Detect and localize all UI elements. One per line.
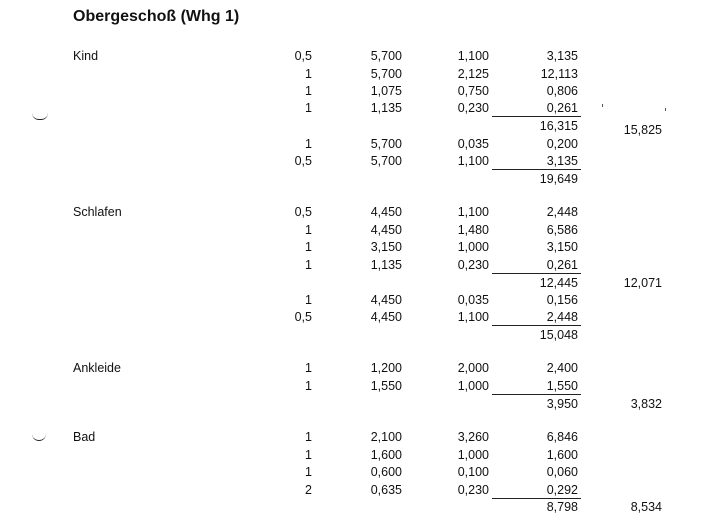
measure-value: 0,635 <box>370 483 402 497</box>
sum-underline <box>492 394 581 395</box>
sum-underline <box>492 273 581 274</box>
measure-value: 4,450 <box>370 293 402 307</box>
measure-value: 1 <box>305 293 312 307</box>
measure-value: 1 <box>305 223 312 237</box>
measure-value: 5,700 <box>370 137 402 151</box>
measure-value: 1 <box>305 137 312 151</box>
measure-value: 2,000 <box>457 361 489 375</box>
scan-dot <box>665 108 666 111</box>
area-value: 6,586 <box>546 223 578 237</box>
area-value: 0,261 <box>546 101 578 115</box>
subtotal-value: 16,315 <box>539 119 578 133</box>
measure-value: 1,600 <box>370 448 402 462</box>
sum-underline <box>492 325 581 326</box>
sum-underline <box>492 116 581 117</box>
area-value: 0,156 <box>546 293 578 307</box>
measure-value: 1 <box>305 101 312 115</box>
measure-value: 1 <box>305 240 312 254</box>
measure-value: 2,100 <box>370 430 402 444</box>
area-value: 0,060 <box>546 465 578 479</box>
measure-value: 0,230 <box>457 258 489 272</box>
measure-value: 1,100 <box>457 205 489 219</box>
sum-underline <box>492 169 581 170</box>
measure-value: 2 <box>305 483 312 497</box>
measure-value: 0,5 <box>294 49 312 63</box>
measure-value: 1 <box>305 258 312 272</box>
area-value: 2,448 <box>546 205 578 219</box>
net-area-value: 12,071 <box>623 276 662 290</box>
measure-value: 4,450 <box>370 310 402 324</box>
area-value: 0,200 <box>546 137 578 151</box>
measure-value: 1,550 <box>370 379 402 393</box>
area-value: 2,400 <box>546 361 578 375</box>
measure-value: 3,260 <box>457 430 489 444</box>
total-value: 15,048 <box>539 328 578 342</box>
room-label: Bad <box>73 430 96 444</box>
measure-value: 4,450 <box>370 205 402 219</box>
measure-value: 1,100 <box>457 310 489 324</box>
measure-value: 1 <box>305 361 312 375</box>
scan-mark <box>32 434 46 441</box>
subtotal-value: 8,798 <box>546 500 578 514</box>
measure-value: 1,000 <box>457 448 489 462</box>
area-value: 1,600 <box>546 448 578 462</box>
measure-value: 0,035 <box>457 137 489 151</box>
area-value: 1,550 <box>546 379 578 393</box>
measure-value: 1 <box>305 379 312 393</box>
measure-value: 1 <box>305 67 312 81</box>
room-label: Ankleide <box>73 361 121 375</box>
measure-value: 1,480 <box>457 223 489 237</box>
area-value: 0,806 <box>546 84 578 98</box>
measure-value: 1 <box>305 465 312 479</box>
measure-value: 1,075 <box>370 84 402 98</box>
measure-value: 1,135 <box>370 258 402 272</box>
scan-mark <box>32 113 48 120</box>
area-value: 6,846 <box>546 430 578 444</box>
measure-value: 0,5 <box>294 154 312 168</box>
page-title: Obergeschoß (Whg 1) <box>73 8 240 25</box>
area-value: 3,135 <box>546 49 578 63</box>
area-value: 3,150 <box>546 240 578 254</box>
subtotal-value: 3,950 <box>546 397 578 411</box>
area-value: 12,113 <box>540 67 578 81</box>
room-label: Kind <box>73 49 99 63</box>
measure-value: 0,035 <box>457 293 489 307</box>
measure-value: 1,135 <box>370 101 402 115</box>
net-area-value: 8,534 <box>630 500 662 514</box>
measure-value: 2,125 <box>457 67 489 81</box>
measure-value: 1,000 <box>457 379 489 393</box>
total-value: 19,649 <box>539 172 578 186</box>
subtotal-value: 12,445 <box>539 276 578 290</box>
net-area-value: 15,825 <box>623 123 662 137</box>
room-label: Schlafen <box>73 205 122 219</box>
area-value: 0,261 <box>546 258 578 272</box>
measure-value: 1 <box>305 84 312 98</box>
measure-value: 1 <box>305 430 312 444</box>
measure-value: 5,700 <box>370 67 402 81</box>
measure-value: 4,450 <box>370 223 402 237</box>
measure-value: 0,230 <box>457 101 489 115</box>
net-area-value: 3,832 <box>630 397 662 411</box>
measure-value: 0,5 <box>294 310 312 324</box>
measure-value: 1 <box>305 448 312 462</box>
measure-value: 1,100 <box>457 49 489 63</box>
area-value: 2,448 <box>546 310 578 324</box>
measure-value: 1,100 <box>457 154 489 168</box>
measure-value: 1,200 <box>370 361 402 375</box>
sum-underline <box>492 498 581 499</box>
measure-value: 5,700 <box>370 49 402 63</box>
measure-value: 3,150 <box>370 240 402 254</box>
measure-value: 5,700 <box>370 154 402 168</box>
measure-value: 0,100 <box>457 465 489 479</box>
scan-dot <box>602 104 603 107</box>
measure-value: 0,600 <box>370 465 402 479</box>
area-value: 3,135 <box>546 154 578 168</box>
measure-value: 1,000 <box>457 240 489 254</box>
area-value: 0,292 <box>546 483 578 497</box>
measure-value: 0,230 <box>457 483 489 497</box>
measure-value: 0,750 <box>457 84 489 98</box>
measure-value: 0,5 <box>294 205 312 219</box>
